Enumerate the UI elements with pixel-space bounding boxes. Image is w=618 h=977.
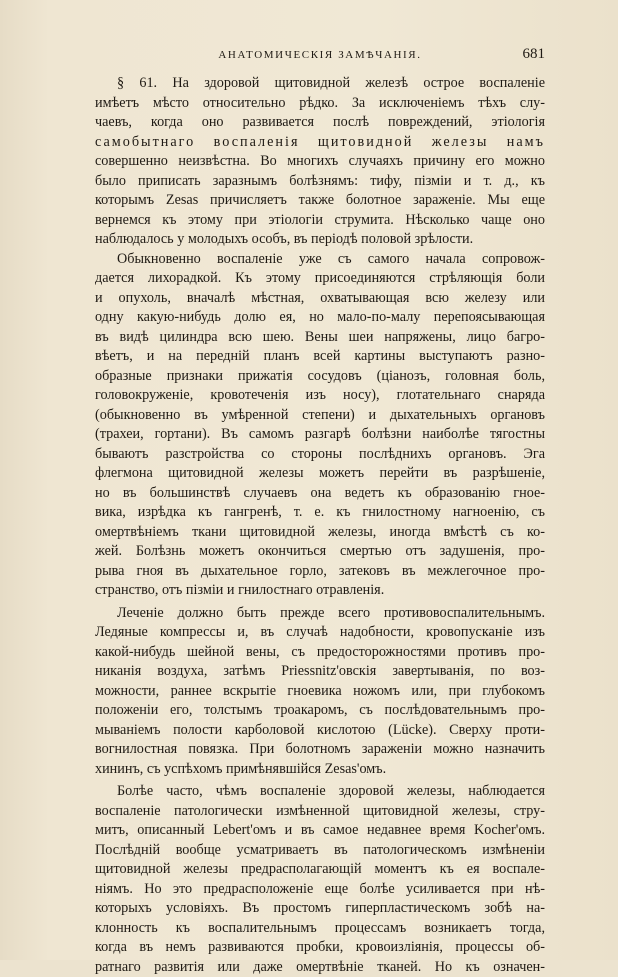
text-line: Леченіе должно быть прежде всего противовоспалительнымъ. (95, 604, 545, 624)
text-line: странство, отъ пізміи и гнилостнаго отравленія. (95, 581, 545, 601)
text-line: въ видѣ цилиндра всю шею. Вены шеи напряжены, лицо багро- (95, 328, 545, 348)
text-line: щитовидной железы предрасполагающій моментъ къ ея воспале- (95, 860, 545, 880)
text-line: омертвѣніемъ ткани щитовидной железы, иногда вмѣстѣ съ ко- (95, 523, 545, 543)
text-line: хининъ, съ успѣхомъ примѣнявшійся Zesas'омъ. (95, 760, 545, 780)
text-line: головокруженіе, кровотеченія изъ носу), глотательнаго снаряда (95, 386, 545, 406)
running-title: АНАТОМИЧЕСКІЯ ЗАМѢЧАНІЯ. (95, 49, 545, 61)
paragraph-strumitis (95, 782, 545, 977)
text-line: но въ большинствѣ случаевъ она ведетъ къ образованію гное- (95, 484, 545, 504)
text-line: которыхъ условіяхъ. Въ простомъ гиперпластическомъ зобѣ на- (95, 899, 545, 919)
text-line: одну какую-нибудь долю ея, но мало-по-малу перепоясывающая (95, 308, 545, 328)
text-line: рыва гноя въ дыхательное горло, затековъ въ межлегочное про- (95, 562, 545, 582)
paragraph-symptoms (95, 250, 545, 601)
text-line: вогнилостная повязка. При болотномъ зараженіи можно назначить (95, 740, 545, 760)
text-line: Послѣдній вообще усматриваетъ въ патологическомъ измѣненіи (95, 841, 545, 861)
text-line: которымъ Zesas причисляетъ также болотное зараженіе. Мы еще (95, 191, 545, 211)
text-line: и опухоль, вначалѣ мѣстная, охватывающая всю железу или (95, 289, 545, 309)
text-line: Болѣе часто, чѣмъ воспаленіе здоровой железы, наблюдается (95, 782, 545, 802)
text-line: бываютъ разстройства со стороны послѣднихъ органовъ. Эга (95, 445, 545, 465)
text-line: митъ, описанный Lebert'омъ и въ самое недавнее время Kocher'омъ. (95, 821, 545, 841)
paragraph-section-61 (95, 74, 545, 250)
text-line: (трахеи, гортани). Въ самомъ разгарѣ болѣзни наиболѣе тягостны (95, 425, 545, 445)
body-text (95, 74, 545, 977)
text-line: никанія воздуха, затѣмъ Priessnitz'овскія завертыванія, по воз- (95, 662, 545, 682)
text-line: было приписать заразнымъ болѣзнямъ: тифу, пізміи и т. д., къ (95, 172, 545, 192)
text-line: воспаленіе патологически измѣненной щитовидной железы, стру- (95, 802, 545, 822)
running-head (95, 46, 545, 66)
text-line: вѣетъ, и на передній планъ всей картины выступаютъ разно- (95, 347, 545, 367)
text-line: клонность къ воспалительнымъ процессамъ возникаетъ тогда, (95, 919, 545, 939)
text-line: когда въ немъ развиваются пробки, кровоизліянія, процессы об- (95, 938, 545, 958)
text-line: мываніемъ полости карболовой кислотою (Lücke). Сверху проти- (95, 721, 545, 741)
text-line: имѣетъ мѣсто относительно рѣдко. За исключеніемъ тѣхъ слу- (95, 94, 545, 114)
text-line: совершенно неизвѣстна. Во многихъ случаяхъ причину его можно (95, 152, 545, 172)
text-line: вернемся къ этому при этіологіи струмита. Нѣсколько чаще оно (95, 211, 545, 231)
text-line: можности, раннее вскрытіе гноевика ножомъ или, при глубокомъ (95, 682, 545, 702)
text-line: Обыкновенно воспаленіе уже съ самого начала сопровож- (95, 250, 545, 270)
text-line: § 61. На здоровой щитовидной железѣ острое воспаленіе (95, 74, 545, 94)
paragraph-treatment (95, 604, 545, 780)
text-line: образные признаки прижатія сосудовъ (ціанозъ, головная боль, (95, 367, 545, 387)
text-line: флегмона щитовидной железы можетъ перейти въ разрѣшеніе, (95, 464, 545, 484)
text-line: какой-нибудь шейной вены, съ предосторожностями противъ про- (95, 643, 545, 663)
text-line: дается лихорадкой. Къ этому присоединяются стрѣляющія боли (95, 269, 545, 289)
page-number: 681 (523, 46, 546, 63)
text-line: Ледяные компрессы и, въ случаѣ надобности, кровопусканіе изъ (95, 623, 545, 643)
text-line: ратнаго развитія или даже омертвѣніе тканей. Но къ означен- (95, 958, 545, 977)
text-line: вика, изрѣдка къ гангренѣ, т. е. къ гнилостному нагноенію, съ (95, 503, 545, 523)
text-line: жей. Болѣзнь можетъ окончиться смертью отъ задушенія, про- (95, 542, 545, 562)
text-line: самобытнаго воспаленія щитовидной железы намъ (95, 133, 545, 153)
text-line: чаевъ, когда оно развивается послѣ повреждений, этіологія (95, 113, 545, 133)
text-line: наблюдалось у молодыхъ особъ, въ періодѣ половой зрѣлости. (95, 230, 545, 250)
text-line: положеніи его, толстымъ троакаромъ, съ послѣдовательнымъ про- (95, 701, 545, 721)
text-line: (обыкновенно въ умѣренной степени) и дыхательныхъ органовъ (95, 406, 545, 426)
text-line: ніямъ. Но это предрасположеніе еще болѣе усиливается при нѣ- (95, 880, 545, 900)
